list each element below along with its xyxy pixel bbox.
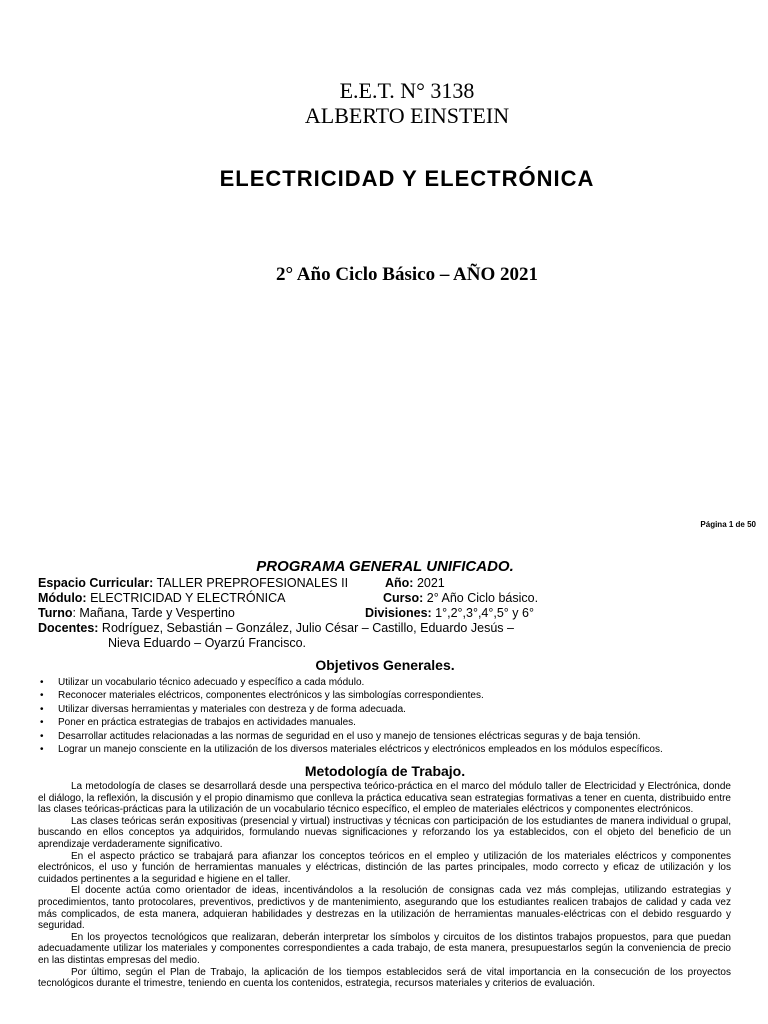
anio-label: Año:	[385, 576, 414, 590]
anio-field	[385, 576, 445, 591]
divisiones-value: 1°,2°,3°,4°,5° y 6°	[431, 606, 534, 620]
docentes-field	[38, 621, 514, 636]
curso-field	[383, 591, 538, 606]
espacio-label: Espacio Curricular:	[38, 576, 154, 590]
list-item: • Desarrollar actitudes relacionadas a las normas de seguridad en el uso y manejo de tensiones eléctricas seguras y de baja tensión.	[38, 730, 738, 743]
subject-title: ELECTRICIDAD Y ELECTRÓNICA	[219, 166, 595, 191]
divisiones-label: Divisiones:	[365, 606, 432, 620]
modulo-label: Módulo:	[38, 591, 87, 605]
docentes-value: Rodríguez, Sebastián – González, Julio César – Castillo, Eduardo Jesús –	[98, 621, 514, 635]
list-item: • Utilizar un vocabulario técnico adecuado y específico a cada módulo.	[38, 676, 738, 689]
methodology-paragraph: El docente actúa como orientador de ideas, incentivándolos a la resolución de consignas cada vez más complejas, utilizando estrategias y procedimientos, tanto protocolares, preventivos, predictivos y de mantenimiento, asegurando que los estudiantes realicen trabajos de calidad y cada vez más complicados, de esta manera, adquieran habilidades y destrezas en la utilización de herramientas manuales-eléctricas con el debido resguardo y seguridad.	[38, 885, 731, 932]
methodology-paragraph: En el aspecto práctico se trabajará para afianzar los conceptos teóricos en el empleo y utilización de los materiales eléctricos y componentes electrónicos, el uso y función de herramientas manuales y eléctricas, distinción de las partes principales, modo correcto y eficaz de utilización y los cuidados pertinentes a la seguridad e higiene en el taller.	[38, 850, 731, 885]
modulo-field	[38, 591, 285, 606]
docentes-continued: Nieva Eduardo – Oyarzú Francisco.	[108, 636, 307, 650]
list-item: • Poner en práctica estrategias de trabajos en actividades manuales.	[38, 716, 738, 729]
objectives-list	[38, 676, 738, 756]
anio-value: 2021	[413, 576, 445, 590]
turno-label: Turno	[38, 606, 73, 620]
school-header	[0, 78, 768, 128]
espacio-curricular	[38, 576, 348, 591]
list-item: • Utilizar diversas herramientas y materiales con destreza y de forma adecuada.	[38, 703, 738, 716]
objectives-title: Objetivos Generales.	[315, 657, 455, 673]
turno-value: : Mañana, Tarde y Vespertino	[72, 606, 235, 620]
methodology-title: Metodología de Trabajo.	[304, 763, 466, 779]
docentes-label: Docentes:	[38, 621, 99, 635]
methodology-paragraph: En los proyectos tecnológicos que realizaran, deberán interpretar los símbolos y circuitos de los distintos trabajos propuestos, para que puedan adecuadamente utilizar los materiales y componentes correspondientes a cada trabajo, de esta manera, presupuestarlos según la conveniencia de precio en las distintas empresas del medio.	[38, 931, 731, 966]
turno-field	[38, 606, 235, 621]
methodology-paragraph: Las clases teóricas serán expositivas (presencial y virtual) instructivas y técnicas con participación de los estudiantes de manera individual o grupal, buscando en ellos conceptos ya adquiridos, formulando nuevas significaciones y reforzando los ya establecidos, con el objeto del beneficio de un aprendizaje verdaderamente significativo.	[38, 815, 731, 850]
curso-label: Curso:	[383, 591, 424, 605]
espacio-value: TALLER PREPROFESIONALES II	[153, 576, 349, 590]
page-number: Página 1 de 50	[700, 520, 756, 529]
methodology-body	[38, 781, 731, 990]
school-name: ALBERTO EINSTEIN	[304, 103, 510, 128]
modulo-value: ELECTRICIDAD Y ELECTRÓNICA	[86, 591, 286, 605]
program-title: PROGRAMA GENERAL UNIFICADO.	[256, 558, 514, 575]
school-number: E.E.T. N° 3138	[339, 78, 475, 103]
list-item: • Lograr un manejo consciente en la utilización de los diversos materiales eléctricos y electrónicos empleados en los módulos específicos.	[38, 743, 738, 756]
divisiones-field	[365, 606, 534, 621]
curso-value: 2° Año Ciclo básico.	[423, 591, 539, 605]
methodology-paragraph: Por último, según el Plan de Trabajo, la aplicación de los tiempos establecidos será de vital importancia en la consecución de los proyectos tecnológicos durante el trimestre, teniendo en cuenta los contenidos, estrategia, recursos materiales y criterios de evaluación.	[38, 966, 731, 990]
list-item: • Reconocer materiales eléctricos, componentes electrónicos y las simbologías correspondientes.	[38, 689, 738, 702]
methodology-paragraph: La metodología de clases se desarrollará desde una perspectiva teórico-práctica en el marco del módulo taller de Electricidad y Electrónica, donde el diálogo, la reflexión, la discusión y el propio dinamismo que conlleva la práctica educativa sean estrategias formativas a tener en cuenta, distribuido entre las clases teóricas-prácticas para la utilización de un vocabulario técnico específico, el empleo de materiales eléctricos y componentes electrónicos.	[38, 781, 731, 816]
year-line: 2° Año Ciclo Básico – AÑO 2021	[275, 264, 538, 285]
